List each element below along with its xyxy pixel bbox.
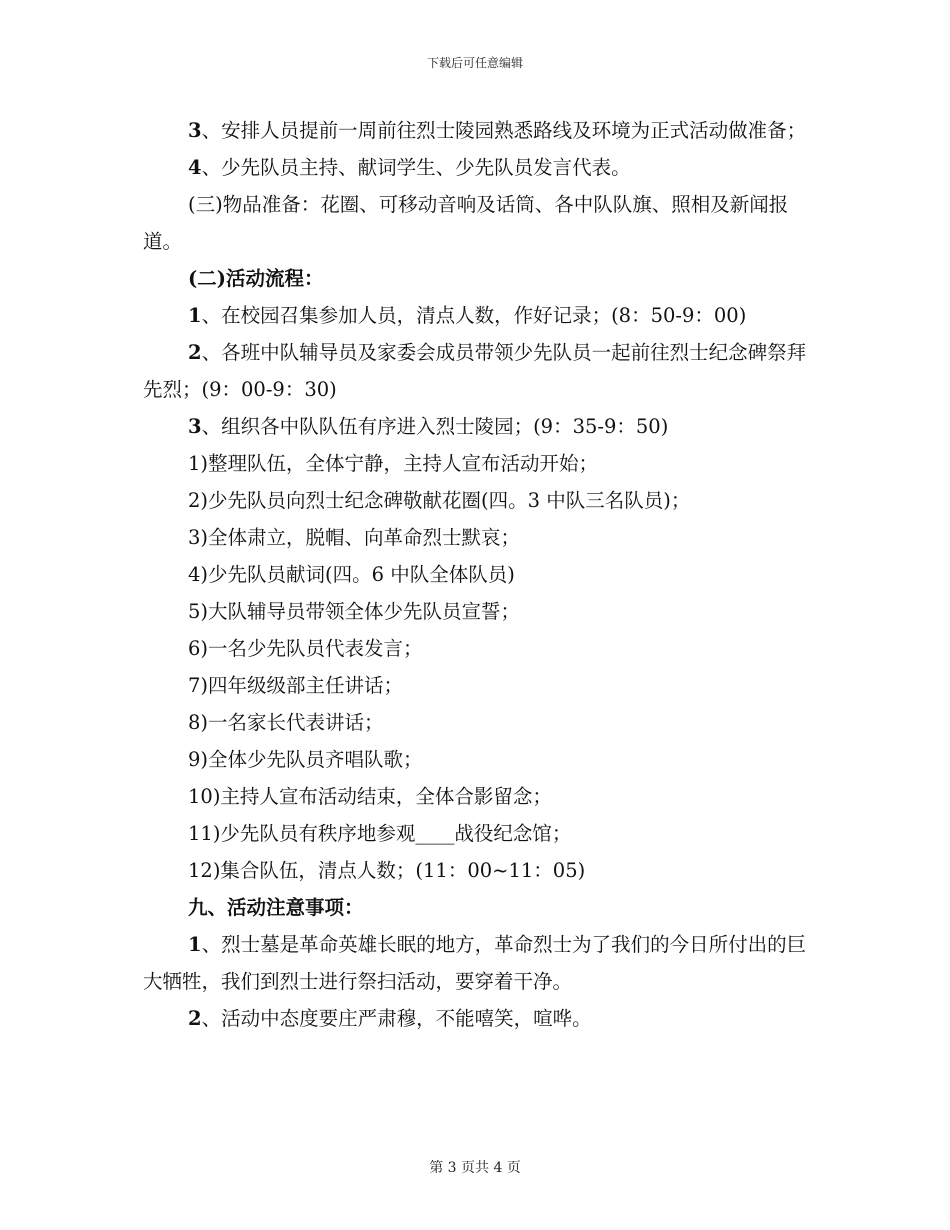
item-number: 3 xyxy=(188,119,202,142)
list-item xyxy=(143,519,813,556)
list-item-text: 3)全体肃立，脱帽、向革命烈士默哀； xyxy=(188,526,521,549)
list-item xyxy=(143,852,813,889)
paragraph-text: 、安排人员提前一周前往烈士陵园熟悉路线及环境为正式活动做准备； xyxy=(201,119,807,142)
paragraph-text: 、少先队员主持、献词学生、少先队员发言代表。 xyxy=(201,156,631,179)
list-item-text: 10)主持人宣布活动结束，全体合影留念； xyxy=(188,785,552,808)
list-item-text: 8)一名家长代表讲话； xyxy=(188,711,384,734)
list-item-text: 12)集合队伍，清点人数；(11：00~11：05) xyxy=(188,859,586,882)
heading-text: 九、活动注意事项： xyxy=(188,896,364,919)
item-number: 2 xyxy=(188,1007,202,1030)
list-item xyxy=(143,556,813,593)
paragraph-notes-2 xyxy=(143,1000,813,1037)
paragraph-materials xyxy=(143,186,813,260)
document-body xyxy=(143,112,813,1037)
page-header: 下载后可任意编辑 xyxy=(426,56,523,70)
list-item-text: 4)少先队员献词(四。6 中队全体队员) xyxy=(188,563,515,586)
list-item xyxy=(143,482,813,519)
paragraph-text: 、各班中队辅导员及家委会成员带领少先队员一起前往烈士纪念碑祭拜先烈；(9：00-9：30) xyxy=(143,341,807,401)
paragraph-text: 、活动中态度要庄严肃穆，不能嘻笑，喧哗。 xyxy=(201,1007,592,1030)
item-number: 1 xyxy=(188,933,202,956)
list-item xyxy=(143,630,813,667)
paragraph-text: 、组织各中队队伍有序进入烈士陵园；(9：35-9：50) xyxy=(201,415,669,438)
list-item xyxy=(143,445,813,482)
list-item-text: 5)大队辅导员带领全体少先队员宣誓； xyxy=(188,600,521,623)
paragraph-prep-3 xyxy=(143,112,813,149)
list-item-text: 7)四年级级部主任讲话； xyxy=(188,674,404,697)
list-item xyxy=(143,667,813,704)
paragraph-text: (三)物品准备：花圈、可移动音响及话筒、各中队队旗、照相及新闻报道。 xyxy=(143,193,789,253)
list-item xyxy=(143,741,813,778)
item-number: 4 xyxy=(188,156,202,179)
paragraph-process-1 xyxy=(143,297,813,334)
list-item xyxy=(143,778,813,815)
list-item-text: 2)少先队员向烈士纪念碑敬献花圈(四。3 中队三名队员)； xyxy=(188,489,691,512)
item-number: 1 xyxy=(188,304,202,327)
section-heading-process xyxy=(143,260,813,297)
section-heading-notes xyxy=(143,889,813,926)
list-item xyxy=(143,704,813,741)
paragraph-text: 、在校园召集参加人员，清点人数，作好记录；(8：50-9：00) xyxy=(201,304,747,327)
list-item xyxy=(143,593,813,630)
paragraph-prep-4 xyxy=(143,149,813,186)
item-number: 2 xyxy=(188,341,202,364)
paragraph-process-3 xyxy=(143,408,813,445)
page-footer: 第 3 页共 4 页 xyxy=(429,1160,521,1176)
item-number: 3 xyxy=(188,415,202,438)
list-item-text: 1)整理队伍，全体宁静，主持人宣布活动开始； xyxy=(188,452,599,475)
paragraph-text: 、烈士墓是革命英雄长眠的地方，革命烈士为了我们的今日所付出的巨大牺牲，我们到烈士进行祭扫活动，要穿着干净。 xyxy=(143,933,807,993)
paragraph-process-2 xyxy=(143,334,813,408)
list-item-text: 6)一名少先队员代表发言； xyxy=(188,637,423,660)
paragraph-notes-1 xyxy=(143,926,813,1000)
list-item xyxy=(143,815,813,852)
heading-text: (二)活动流程： xyxy=(188,267,324,290)
list-item-text: 11)少先队员有秩序地参观____战役纪念馆； xyxy=(188,822,572,845)
list-item-text: 9)全体少先队员齐唱队歌； xyxy=(188,748,423,771)
